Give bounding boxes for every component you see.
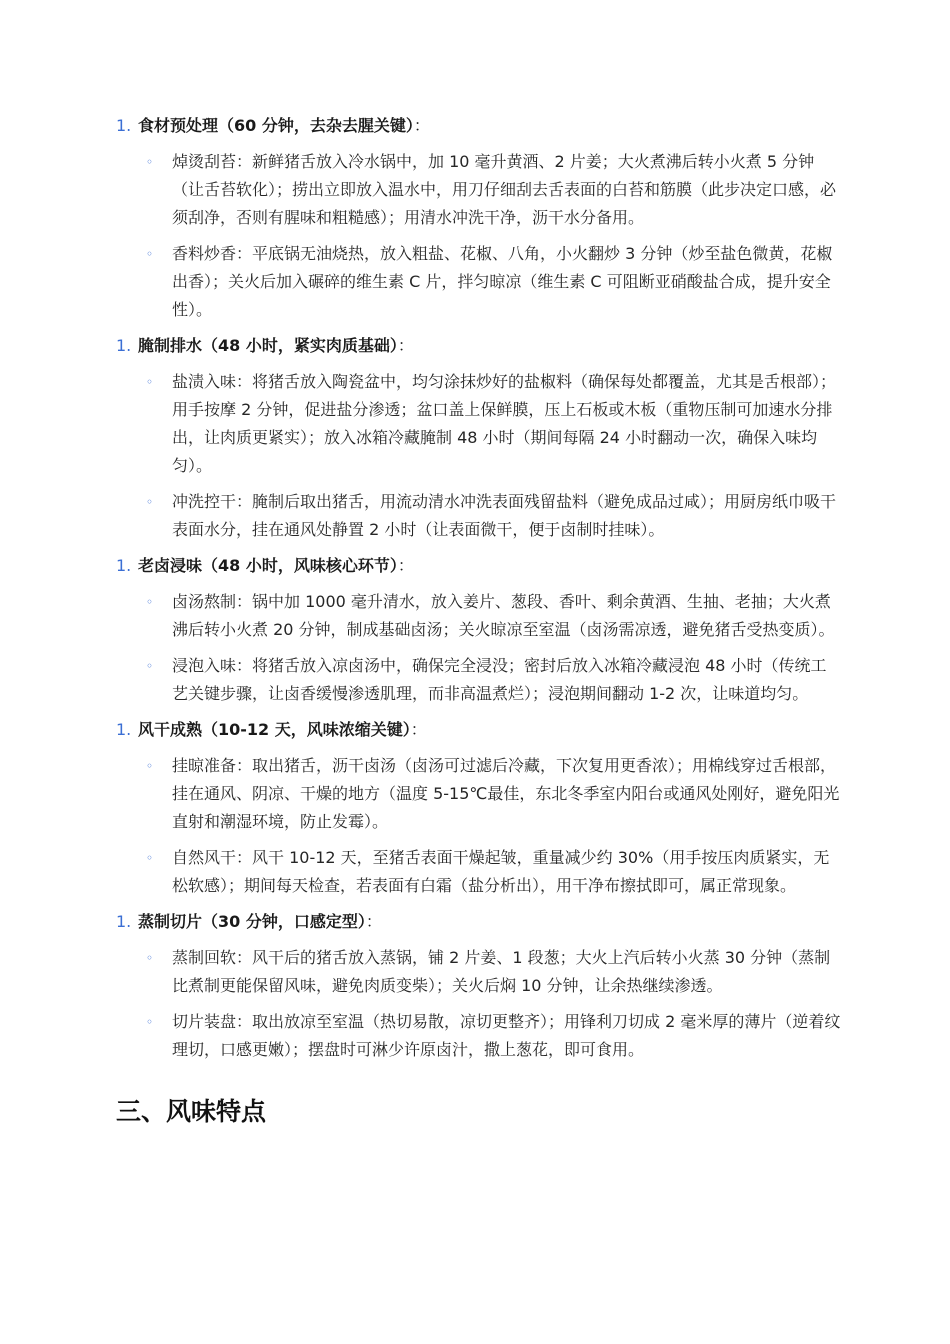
list-item [116,752,841,836]
step-number: 1. [116,336,132,355]
list-item-text: 卤汤熬制：锅中加 1000 毫升清水，放入姜片、葱段、香叶、剩余黄酒、生抽、老抽；大火煮沸后转小火煮 20 分钟，制成基础卤汤；关火晾凉至室温（卤汤需凉透，避免猪舌受热变质）。 [172,592,835,639]
step-3 [116,552,841,708]
bullet-icon: ◦ [146,375,154,389]
list-item [116,488,841,544]
step-colon: ： [397,556,414,575]
bullet-icon: ◦ [146,495,154,509]
step-4 [116,716,841,900]
step-title: 蒸制切片（30 分钟，口感定型） [138,912,366,931]
step-1 [116,112,841,324]
bullet-icon: ◦ [146,595,154,609]
bullet-icon: ◦ [146,951,154,965]
step-colon: ： [410,720,427,739]
bullet-icon: ◦ [146,659,154,673]
step-heading [116,552,841,580]
list-item-text: 盐渍入味：将猪舌放入陶瓷盆中，均匀涂抹炒好的盐椒料（确保每处都覆盖，尤其是舌根部）；用手按摩 2 分钟，促进盐分渗透；盆口盖上保鲜膜，压上石板或木板（重物压制可加速水分排出，让肉质更紧实）；放入冰箱冷藏腌制 48 小时（期间每隔 24 小时翻动一次，确保入味均匀）。 [172,372,837,475]
list-item [116,368,841,480]
list-item-text: 切片装盘：取出放凉至室温（热切易散，凉切更整齐）；用锋利刀切成 2 毫米厚的薄片（逆着纹理切，口感更嫩）；摆盘时可淋少许原卤汁，撒上葱花，即可食用。 [172,1012,841,1059]
bullet-icon: ◦ [146,247,154,261]
bullet-icon: ◦ [146,1015,154,1029]
step-title: 风干成熟（10-12 天，风味浓缩关键） [138,720,411,739]
step-colon: ： [397,336,414,355]
step-number: 1. [116,116,132,135]
list-item [116,148,841,232]
list-item-text: 浸泡入味：将猪舌放入凉卤汤中，确保完全浸没；密封后放入冰箱冷藏浸泡 48 小时（传统工艺关键步骤，让卤香缓慢渗透肌理，而非高温煮烂）；浸泡期间翻动 1-2 次，让味道均匀。 [172,656,827,703]
list-item-text: 焯烫刮苔：新鲜猪舌放入冷水锅中，加 10 毫升黄酒、2 片姜；大火煮沸后转小火煮 5 分钟（让舌苔软化）；捞出立即放入温水中，用刀仔细刮去舌表面的白苔和筋膜（此步决定口感，必须刮净，否则有腥味和粗糙感）；用清水冲洗干净，沥干水分备用。 [172,152,837,227]
bullet-icon: ◦ [146,155,154,169]
step-heading [116,332,841,360]
step-colon: ： [413,116,430,135]
list-item-text: 冲洗控干：腌制后取出猪舌，用流动清水冲洗表面残留盐料（避免成品过咸）；用厨房纸巾吸干表面水分，挂在通风处静置 2 小时（让表面微干，便于卤制时挂味）。 [172,492,837,539]
list-item-text: 自然风干：风干 10-12 天，至猪舌表面干燥起皱，重量减少约 30%（用手按压肉质紧实，无松软感）；期间每天检查，若表面有白霜（盐分析出），用干净布擦拭即可，属正常现象。 [172,848,830,895]
step-2 [116,332,841,544]
step-title: 食材预处理（60 分钟，去杂去腥关键） [138,116,414,135]
step-heading [116,716,841,744]
section-heading: 三、风味特点 [116,1097,267,1126]
step-title: 腌制排水（48 小时，紧实肉质基础） [138,336,398,355]
list-item [116,1008,841,1064]
list-item [116,652,841,708]
step-title: 老卤浸味（48 小时，风味核心环节） [138,556,398,575]
bullet-icon: ◦ [146,851,154,865]
step-5 [116,908,841,1064]
step-heading [116,112,841,140]
step-number: 1. [116,912,132,931]
list-item [116,944,841,1000]
list-item [116,844,841,900]
list-item-text: 挂晾准备：取出猪舌，沥干卤汤（卤汤可过滤后冷藏，下次复用更香浓）；用棉线穿过舌根部，挂在通风、阴凉、干燥的地方（温度 5-15℃最佳，东北冬季室内阳台或通风处刚好，避免阳光直射和潮湿环境，防止发霉）。 [172,756,840,831]
list-item-text: 蒸制回软：风干后的猪舌放入蒸锅，铺 2 片姜、1 段葱；大火上汽后转小火蒸 30 分钟（蒸制比煮制更能保留风味，避免肉质变柴）；关火后焖 10 分钟，让余热继续渗透。 [172,948,831,995]
step-number: 1. [116,556,132,575]
step-heading [116,908,841,936]
list-item [116,240,841,324]
list-item-text: 香料炒香：平底锅无油烧热，放入粗盐、花椒、八角，小火翻炒 3 分钟（炒至盐色微黄，花椒出香）；关火后加入碾碎的维生素 C 片，拌匀晾凉（维生素 C 可阻断亚硝酸盐合成，提升安全性）。 [172,244,833,319]
step-colon: ： [365,912,382,931]
step-number: 1. [116,720,132,739]
document-content [116,112,841,1130]
bullet-icon: ◦ [146,759,154,773]
list-item [116,588,841,644]
